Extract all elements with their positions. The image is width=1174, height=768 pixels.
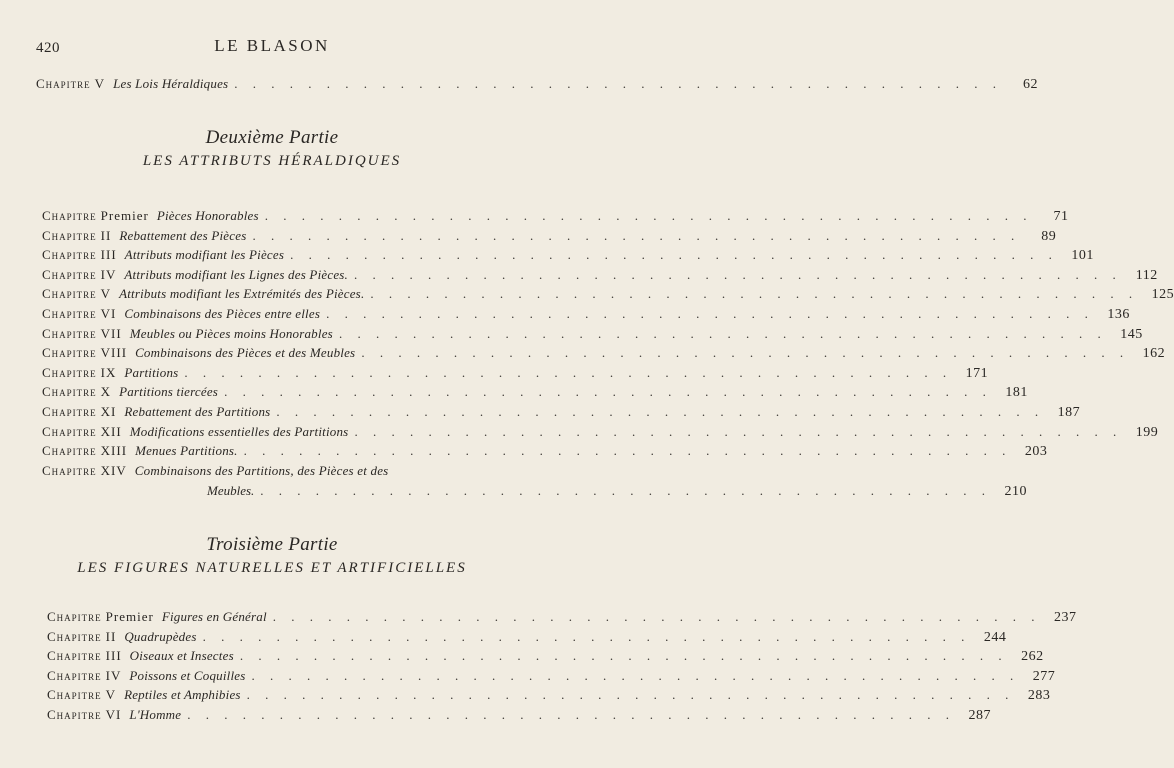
dot-leader: . . . . . . . . . . . . . . . . . . . . . . . . . . . . . . . . . . . . . . . . . . [361,345,1130,361]
page-reference: 210 [1004,483,1028,499]
chapter-title: Reptiles et Amphibies [124,687,241,703]
chapter-label: Chapitre [47,648,102,664]
part-title: LES ATTRIBUTS HÉRALDIQUES [142,153,402,169]
toc-entry [42,208,1069,226]
chapter-title-continued: Meubles. [207,482,255,498]
chapter-title: Rebattement des Pièces [119,227,247,243]
page-reference: 287 [968,708,991,723]
chapter-label: Chapitre [42,247,97,263]
chapter-title: Figures en Général [161,609,267,624]
chapter-title: Combinaisons des Pièces entre elles [124,306,321,321]
dot-leader: . . . . . . . . . . . . . . . . . . . . . . . . . . . . . . . . . . . . . . . . . . [290,247,1058,263]
toc-entry [36,76,1039,94]
dot-leader: . . . . . . . . . . . . . . . . . . . . . . . . . . . . . . . . . . . . . . . . . . [252,227,1021,243]
chapter-title: Rebattement des Partitions [124,404,271,419]
page-reference: 187 [1057,405,1081,420]
chapter-title: Attributs modifiant les Pièces [124,247,285,263]
chapter-title: Quadrupèdes [124,628,197,644]
chapter-number: II [100,227,112,243]
chapter-label: Chapitre [47,628,102,644]
page-reference: 71 [1053,209,1069,224]
toc-entry [47,667,1056,686]
toc-entry [42,325,1143,344]
chapter-number: V [94,76,106,91]
dot-leader: . . . . . . . . . . . . . . . . . . . . . . . . . . . . . . . . . . . . . . . . [260,482,992,498]
chapter-label: Chapitre [47,707,102,722]
toc-entry [42,286,1174,304]
chapter-title: L'Homme [129,707,182,722]
toc-entry [47,628,1007,647]
chapter-label: Chapitre [36,76,91,91]
toc-entry [42,247,1094,265]
page-reference: 283 [1027,688,1051,704]
chapter-label: Chapitre [42,266,97,282]
chapter-number: Premier [105,609,154,624]
chapter-title: Attributs modifiant les Lignes des Pièces. [124,266,348,282]
chapter-number: XIII [100,443,128,459]
page-reference: 162 [1142,346,1166,362]
chapter-number: VIII [100,345,128,361]
chapter-number: V [105,687,117,703]
chapter-number: VI [105,707,122,722]
toc-entry [42,443,1048,461]
dot-leader: . . . . . . . . . . . . . . . . . . . . . . . . . . . . . . . . . . . . . . . . . . [272,609,1041,624]
toc-entry [42,423,1159,442]
chapter-title: Combinaisons des Pièces et des Meubles [135,345,356,361]
chapter-title: Partitions tiercées [119,384,219,400]
dot-leader: . . . . . . . . . . . . . . . . . . . . . . . . . . . . . . . . . . . . . . . . . . [224,384,992,400]
dot-leader: . . . . . . . . . . . . . . . . . . . . . . . . . . . . . . . . . . . . . . . . . . [251,667,1020,683]
chapter-title: Oiseaux et Insectes [129,648,234,664]
dot-leader: . . . . . . . . . . . . . . . . . . . . . . . . . . . . . . . . . . . . . . . . . . [239,648,1008,664]
page-reference: 145 [1120,326,1143,342]
toc-entry [47,707,991,725]
page-reference: 199 [1135,424,1159,440]
page-reference: 277 [1032,668,1056,684]
dot-leader: . . . . . . . . . . . . . . . . . . . . . . . . . . . . . . . . . . . . . . . . . . [264,208,1033,223]
toc-entry [42,266,1158,285]
chapter-label: Chapitre [47,687,102,703]
page-reference: 262 [1021,649,1044,665]
toc-entry [47,609,1077,627]
dot-leader: . . . . . . . . . . . . . . . . . . . . . . . . . . . . . . . . . . . . . . . . . . [187,707,955,722]
dot-leader: . . . . . . . . . . . . . . . . . . . . . . . . . . . . . . . . . . . . . . . . . . [276,404,1045,419]
part-title: LES FIGURES NATURELLES ET ARTIFICIELLES [77,560,467,576]
chapter-label: Chapitre [42,443,97,459]
dot-leader: . . . . . . . . . . . . . . . . . . . . . . . . . . . . . . . . . . . . . . . . . . [184,364,953,380]
part-heading [0,534,544,577]
chapter-label: Chapitre [47,667,102,683]
chapter-label: Chapitre [42,423,97,439]
chapter-number: IV [100,266,117,282]
chapter-title: Meubles ou Pièces moins Honorables [129,325,333,341]
page-reference: 112 [1135,267,1158,283]
page-reference: 89 [1041,228,1057,244]
page-reference: 181 [1005,385,1028,401]
chapter-number: IV [105,667,122,683]
toc-entry [42,306,1130,324]
part-name: Deuxième Partie [205,127,339,148]
chapter-number: Premier [100,208,149,223]
chapter-label: Chapitre [42,286,97,302]
chapter-number: X [100,384,112,400]
page-reference: 244 [983,629,1007,645]
toc-entry [42,384,1028,402]
dot-leader: . . . . . . . . . . . . . . . . . . . . . . . . . . . . . . . . . . . . . . . . . . [354,266,1122,282]
chapter-number: VII [100,325,122,341]
chapter-title: Les Lois Héraldiques [113,76,229,91]
dot-leader: . . . . . . . . . . . . . . . . . . . . . . . . . . . . . . . . . . . . . . . . . . [338,325,1107,341]
chapter-label: Chapitre [42,208,97,223]
chapter-title: Partitions [124,364,179,380]
toc-entry [47,648,1044,666]
chapter-title: Menues Partitions. [135,443,238,459]
chapter-label: Chapitre [42,345,97,361]
dot-leader: . . . . . . . . . . . . . . . . . . . . . . . . . . . . . . . . . . . . . . . . . . [243,443,1012,459]
page-reference: 101 [1071,248,1094,264]
chapter-label: Chapitre [42,384,97,400]
toc-entry [42,404,1081,422]
toc-entry [42,364,989,383]
chapter-title: Pièces Honorables [156,208,259,223]
dot-leader: . . . . . . . . . . . . . . . . . . . . . . . . . . . . . . . . . . . . . . . . . . [370,286,1139,302]
chapter-label: Chapitre [42,306,97,321]
chapter-label: Chapitre [42,462,97,478]
chapter-number: III [105,648,122,664]
chapter-label: Chapitre [42,364,97,380]
dot-leader: . . . . . . . . . . . . . . . . . . . . . . . . . . . . . . . . . . . . . . . . . . [354,423,1123,439]
dot-leader: . . . . . . . . . . . . . . . . . . . . . . . . . . . . . . . . . . . . . . . . . . [246,687,1015,703]
chapter-number: III [100,247,117,263]
page-reference: 62 [1023,77,1039,92]
toc-entry [47,687,1051,705]
chapter-number: V [100,286,112,302]
chapter-number: II [105,628,117,644]
chapter-title: Combinaisons des Partitions, des Pièces et des [134,462,389,478]
toc-entry [42,345,1166,363]
chapter-title: Modifications essentielles des Partitions [129,423,349,439]
page-number: 420 [36,40,60,56]
toc-entry [42,463,514,481]
toc-entry-continuation [207,482,1028,501]
chapter-label: Chapitre [42,227,97,243]
chapter-title: Poissons et Coquilles [129,667,246,683]
page-reference: 136 [1107,307,1130,322]
part-heading [0,127,544,170]
chapter-number: VI [100,306,117,321]
chapter-label: Chapitre [47,609,102,624]
chapter-label: Chapitre [42,404,97,419]
part-name: Troisième Partie [206,534,338,555]
chapter-number: XI [100,404,117,419]
chapter-title: Attributs modifiant les Extrémités des Pièces. [119,286,365,302]
running-head: LE BLASON [214,36,330,55]
chapter-number: IX [100,364,117,380]
chapter-number: XII [100,423,122,439]
chapter-number: XIV [100,462,127,478]
toc-entry [42,227,1057,246]
dot-leader: . . . . . . . . . . . . . . . . . . . . . . . . . . . . . . . . . . . . . . . . . . [234,76,1003,91]
chapter-label: Chapitre [42,325,97,341]
dot-leader: . . . . . . . . . . . . . . . . . . . . . . . . . . . . . . . . . . . . . . . . . . [326,306,1094,321]
page-reference: 125 [1151,287,1174,303]
dot-leader: . . . . . . . . . . . . . . . . . . . . . . . . . . . . . . . . . . . . . . . . . . [202,628,971,644]
page-reference: 237 [1054,610,1077,625]
page-reference: 171 [965,365,989,381]
page-reference: 203 [1024,444,1048,460]
